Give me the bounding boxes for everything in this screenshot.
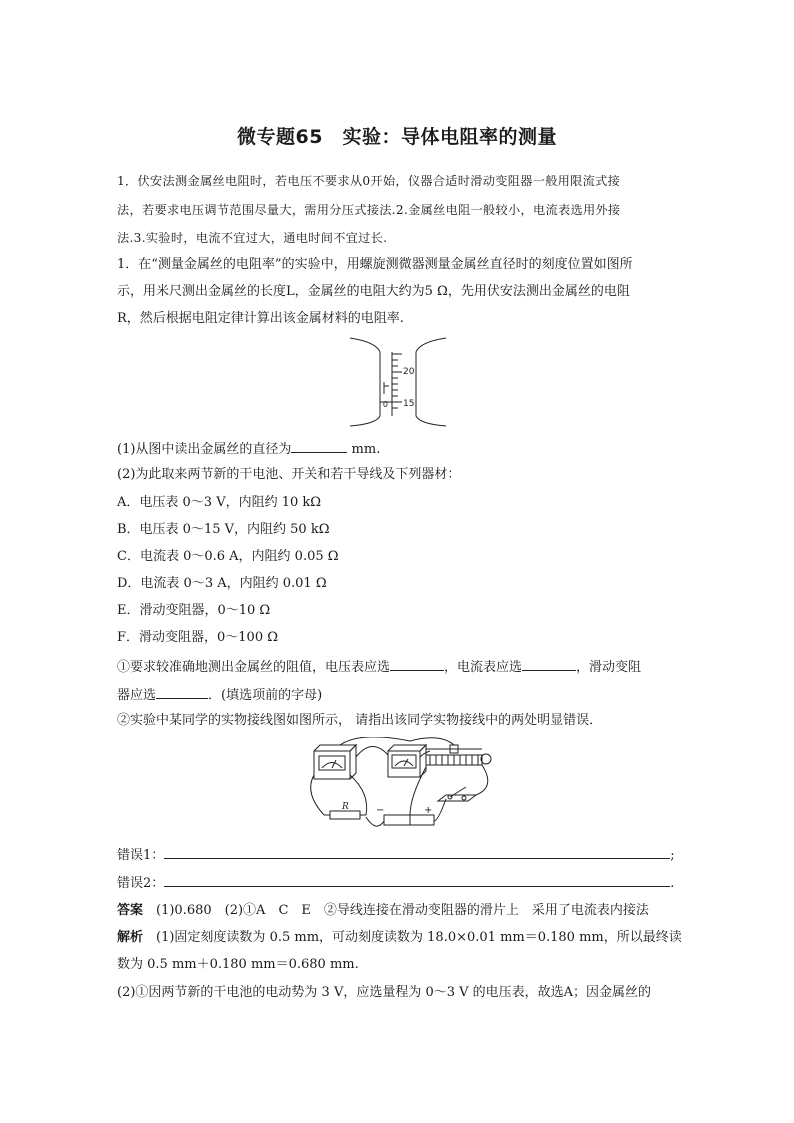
option-b: B．电压表 0～15 V，内阻约 50 kΩ <box>117 522 330 537</box>
micrometer-label-0: 0 <box>382 400 388 409</box>
analysis-line-3: (2)①因两节新的干电池的电动势为 3 V，应选量程为 0～3 V 的电压表，故选A；因金属丝的 <box>117 985 652 1000</box>
resistor-label: R <box>342 802 349 812</box>
page-title: 微专题65 实验：导体电阻率的测量 <box>237 126 557 148</box>
option-f: F．滑动变阻器，0～100 Ω <box>117 630 279 645</box>
part1-unit: mm. <box>347 442 381 457</box>
sub1-text-e: ．(填选项前的字母) <box>208 688 323 703</box>
part1-line <box>117 440 677 458</box>
diameter-blank[interactable] <box>291 440 347 453</box>
voltmeter-blank[interactable] <box>390 658 444 671</box>
sub1-text-d: 器应选 <box>117 688 157 703</box>
option-c: C．电流表 0～0.6 A，内阻约 0.05 Ω <box>117 549 339 564</box>
option-a: A．电压表 0～3 V，内阻约 10 kΩ <box>117 495 322 510</box>
error1-line <box>117 846 687 864</box>
error1-label: 错误1： <box>117 848 165 863</box>
tip-line-3: 法.3.实验时，电流不宜过大，通电时间不宜过长. <box>117 231 388 245</box>
micrometer-figure <box>348 336 448 428</box>
part2-line: (2)为此取来两节新的干电池、开关和若干导线及下列器材： <box>117 467 461 482</box>
question-intro-line-3: R，然后根据电阻定律计算出该金属材料的电阻率. <box>117 311 404 326</box>
tip-line-2: 法，若要求电压调节范围尽量大，需用分压式接法.2.金属丝电阻一般较小，电流表选用外接 <box>117 203 621 217</box>
rheostat-icon <box>426 745 491 765</box>
battery-icon <box>384 815 434 825</box>
ammeter-blank[interactable] <box>522 658 576 671</box>
ammeter-icon <box>388 745 426 777</box>
analysis-text-1: (1)固定刻度读数为 0.5 mm，可动刻度读数为 18.0×0.01 mm＝0.180 mm，所以最终读 <box>143 930 682 945</box>
error1-blank[interactable] <box>164 846 670 859</box>
analysis-line-1 <box>117 930 682 946</box>
option-d: D．电流表 0～3 A，内阻约 0.01 Ω <box>117 576 327 591</box>
error2-line <box>117 874 687 892</box>
error1-end: ; <box>670 848 675 863</box>
rheostat-blank[interactable] <box>156 686 208 699</box>
sub1-text-b: ，电流表应选 <box>444 660 523 675</box>
analysis-label: 解析 <box>117 930 144 945</box>
answer-line <box>117 903 677 919</box>
voltmeter-icon <box>314 745 356 779</box>
micrometer-label-15: 15 <box>403 399 415 409</box>
question-intro-line-2: 示，用米尺测出金属丝的长度L，金属丝的电阻大约为5 Ω，先用伏安法测出金属丝的电阻 <box>117 284 630 299</box>
battery-plus-label: + <box>424 805 433 816</box>
switch-icon <box>438 787 476 801</box>
question-intro-line-1: 1．在“测量金属丝的电阻率”的实验中，用螺旋测微器测量金属丝直径时的刻度位置如图所 <box>117 257 633 272</box>
sub2-line: ②实验中某同学的实物接线图如图所示， 请指出该同学实物接线中的两处明显错误． <box>117 713 603 728</box>
analysis-line-2: 数为 0.5 mm＋0.180 mm＝0.680 mm. <box>117 957 359 972</box>
circuit-figure <box>300 737 500 837</box>
answer-label: 答案 <box>117 903 144 918</box>
sub1-line-1 <box>117 658 677 676</box>
error2-blank[interactable] <box>164 874 670 887</box>
sub1-text-c: ，滑动变阻 <box>576 660 642 675</box>
sub1-line-2 <box>117 686 677 704</box>
resistor-icon <box>324 811 366 819</box>
sub1-text-a: ①要求较准确地测出金属丝的阻值，电压表应选 <box>117 660 391 675</box>
battery-minus-label: − <box>376 805 385 816</box>
answer-text: (1)0.680 (2)①A C E ②导线连接在滑动变阻器的滑片上 采用了电流表内接法 <box>143 903 649 918</box>
error2-end: . <box>670 876 675 891</box>
option-e: E．滑动变阻器，0～10 Ω <box>117 603 271 618</box>
error2-label: 错误2： <box>117 876 165 891</box>
tip-line-1: 1．伏安法测金属丝电阻时，若电压不要求从0开始，仪器合适时滑动变阻器一般用限流式接 <box>117 174 621 188</box>
part1-text: (1)从图中读出金属丝的直径为 <box>117 442 292 457</box>
micrometer-label-20: 20 <box>403 367 415 377</box>
